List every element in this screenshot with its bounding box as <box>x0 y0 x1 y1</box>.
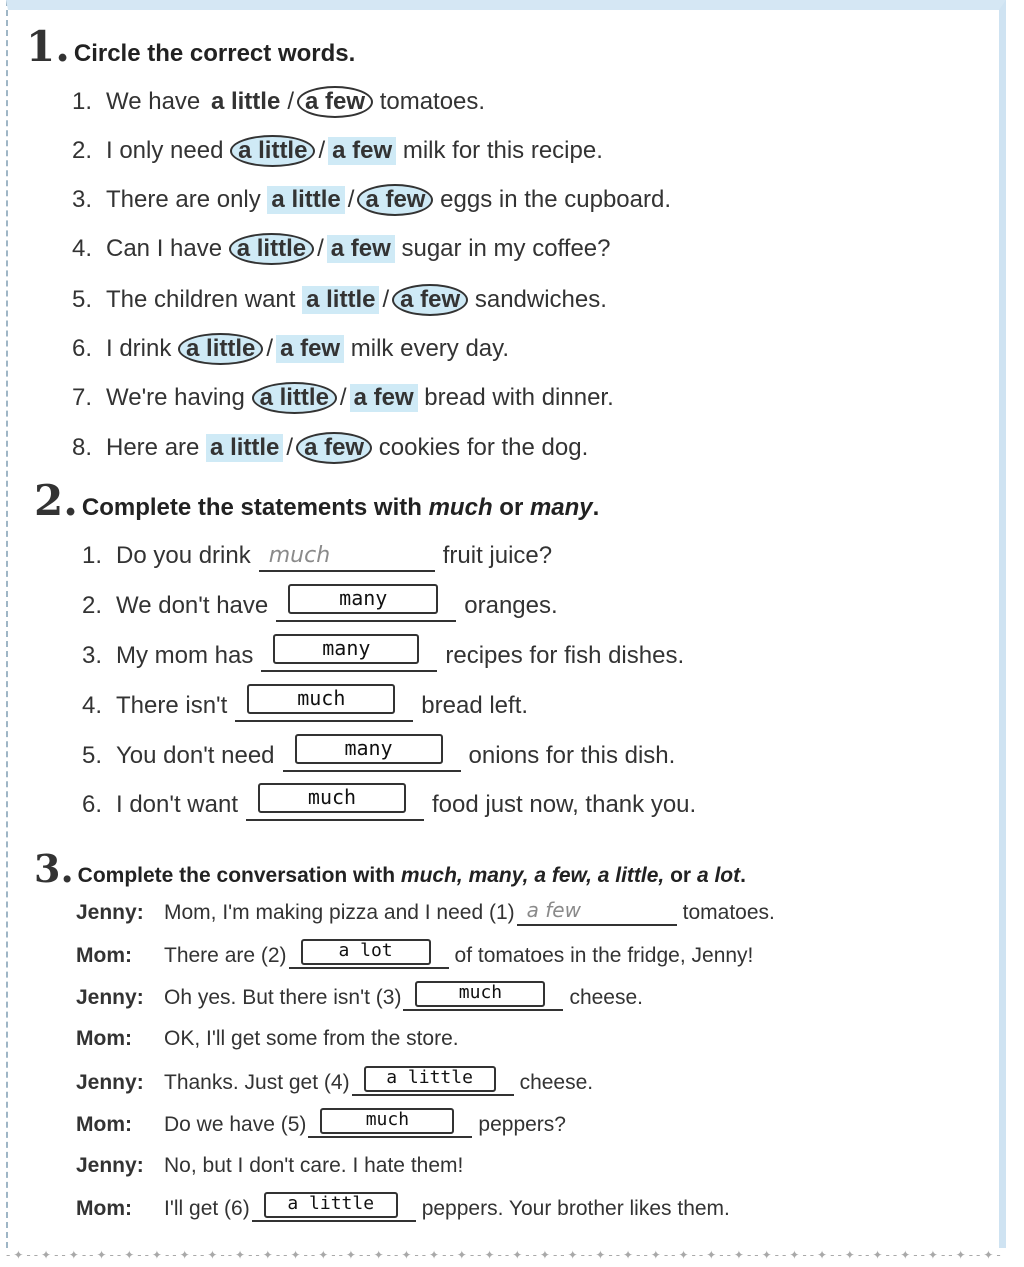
answer-blank[interactable] <box>261 636 437 672</box>
conv-line-3 <box>76 982 644 1011</box>
item-text: The children want <box>106 286 296 313</box>
answer-blank[interactable] <box>235 686 413 722</box>
item-text: Do you drink <box>116 542 251 569</box>
option-a-little-circled[interactable]: a little <box>230 135 315 167</box>
section-3-heading <box>34 846 746 891</box>
item-text: My mom has <box>116 642 254 669</box>
item-text-end: oranges. <box>464 592 558 619</box>
item-text: You don't need <box>116 742 275 769</box>
conv-line-7 <box>76 1154 463 1178</box>
s2-item-1 <box>82 540 552 572</box>
section-2-heading <box>34 476 599 525</box>
section-3-word-a-lot: a lot <box>696 864 741 887</box>
answer-box: much <box>320 1108 454 1134</box>
s1-item-1: 1. We have a little / a few tomatoes. <box>72 86 485 118</box>
line-text: No, but I don't care. I hate them! <box>164 1154 464 1177</box>
section-2-period: . <box>592 494 600 521</box>
s1-item-7: 7. We're having a little / a few bread with dinner. <box>72 382 614 414</box>
line-text-end: cheese. <box>569 986 644 1009</box>
conv-line-4 <box>76 1027 459 1051</box>
item-number: 5. <box>82 742 103 769</box>
section-2-number: 2. <box>34 476 78 525</box>
s1-item-8: 8. Here are a little / a few cookies for the dog. <box>72 432 588 464</box>
option-a-little-circled[interactable]: a little <box>252 382 337 414</box>
option-a-few-circled[interactable]: a few <box>296 432 372 464</box>
item-text: We don't have <box>116 592 269 619</box>
answer-box: much <box>415 981 545 1007</box>
item-number: 5. <box>72 286 93 313</box>
item-text-end: sugar in my coffee? <box>401 235 611 262</box>
answer-blank[interactable] <box>252 1193 416 1222</box>
option-a-little[interactable]: a little <box>206 434 283 462</box>
section-3-or: or <box>670 864 692 887</box>
option-a-little-circled[interactable]: a little <box>229 233 314 265</box>
item-number: 1. <box>72 88 93 115</box>
line-text: Do we have (5) <box>164 1113 307 1136</box>
item-text: There isn't <box>116 692 228 719</box>
section-2-title <box>82 494 599 522</box>
s1-item-4: 4. Can I have a little / a few sugar in my coffee? <box>72 233 611 265</box>
pencil-answer: much <box>268 543 331 568</box>
answer-blank[interactable] <box>352 1067 514 1096</box>
answer-blank[interactable] <box>517 900 677 926</box>
line-text: Thanks. Just get (4) <box>164 1071 350 1094</box>
answer-blank[interactable] <box>308 1109 472 1138</box>
answer-box: many <box>273 634 419 664</box>
s2-item-3 <box>82 636 685 672</box>
section-3-word-list: much, many, a few, a little, <box>400 864 665 887</box>
section-3-period: . <box>740 864 746 887</box>
decorative-border-bottom: -✦--✦--✦--✦--✦--✦--✦--✦--✦--✦--✦--✦--✦--✦--✦--✦--✦--✦--✦--✦--✦--✦--✦--✦--✦--✦--✦--✦--✦--✦--✦--✦--✦--✦--✦--✦- <box>6 1248 1004 1262</box>
speaker-label: Mom: <box>76 1113 132 1136</box>
item-text-end: onions for this dish. <box>468 742 676 769</box>
s1-item-3: 3. There are only a little / a few eggs in the cupboard. <box>72 184 671 216</box>
option-a-few[interactable]: a few <box>327 235 395 263</box>
section-2-word-much: much <box>428 494 493 521</box>
section-3-title <box>78 864 746 888</box>
answer-blank[interactable] <box>259 540 435 572</box>
line-text-end: peppers? <box>478 1113 566 1136</box>
answer-blank[interactable] <box>276 586 456 622</box>
item-number: 2. <box>82 592 103 619</box>
answer-box: many <box>295 734 443 764</box>
item-text-end: recipes for fish dishes. <box>445 642 685 669</box>
line-text: I'll get (6) <box>164 1197 250 1220</box>
line-text: There are (2) <box>164 944 287 967</box>
answer-blank[interactable] <box>289 940 449 969</box>
item-number: 1. <box>82 542 103 569</box>
option-a-little[interactable]: a little <box>267 186 344 214</box>
s1-item-5: 5. The children want a little / a few sandwiches. <box>72 284 607 316</box>
option-a-few[interactable]: a few <box>350 384 418 412</box>
option-a-little[interactable]: a little <box>302 286 379 314</box>
item-text: Can I have <box>106 235 223 262</box>
item-number: 4. <box>82 692 103 719</box>
answer-box: a little <box>264 1192 398 1218</box>
conv-line-6 <box>76 1109 566 1138</box>
line-text-end: of tomatoes in the fridge, Jenny! <box>454 944 754 967</box>
section-1-title: Circle the correct words. <box>73 40 356 67</box>
option-a-few-circled[interactable]: a few <box>357 184 433 216</box>
item-text-end: milk for this recipe. <box>402 137 603 164</box>
conv-line-2 <box>76 940 754 969</box>
s2-item-2 <box>82 586 558 622</box>
item-text-end: bread with dinner. <box>424 384 614 411</box>
answer-box: many <box>288 584 438 614</box>
s2-item-5 <box>82 736 676 772</box>
section-2-word-many: many <box>529 494 593 521</box>
answer-box: a little <box>364 1066 496 1092</box>
s2-item-4 <box>82 686 529 722</box>
item-text: Here are <box>106 434 200 461</box>
line-text-end: tomatoes. <box>682 901 775 924</box>
item-text-end: tomatoes. <box>379 88 486 115</box>
answer-box: much <box>247 684 395 714</box>
section-3-number: 3. <box>34 846 74 891</box>
speaker-label: Mom: <box>76 944 132 967</box>
option-a-little-circled[interactable]: a little <box>178 333 263 365</box>
speaker-label: Jenny: <box>76 1071 144 1094</box>
item-text-end: eggs in the cupboard. <box>440 186 671 213</box>
item-number: 6. <box>72 335 93 362</box>
option-a-little[interactable]: a little <box>210 88 281 115</box>
answer-blank[interactable] <box>283 736 461 772</box>
item-text: There are only <box>106 186 261 213</box>
item-number: 8. <box>72 434 93 461</box>
item-number: 7. <box>72 384 93 411</box>
item-number: 4. <box>72 235 93 262</box>
s1-item-6: 6. I drink a little / a few milk every day. <box>72 333 509 365</box>
item-text-end: bread left. <box>421 692 529 719</box>
line-text-end: peppers. Your brother likes them. <box>421 1197 730 1220</box>
item-text: I don't want <box>116 791 238 818</box>
speaker-label: Mom: <box>76 1197 132 1220</box>
line-text-end: cheese. <box>519 1071 594 1094</box>
item-number: 3. <box>72 186 93 213</box>
answer-box: a lot <box>301 939 431 965</box>
line-text: Oh yes. But there isn't (3) <box>164 986 402 1009</box>
conv-line-1 <box>76 900 775 926</box>
speaker-label: Jenny: <box>76 901 144 924</box>
item-number: 3. <box>82 642 103 669</box>
item-text-end: milk every day. <box>350 335 510 362</box>
section-2-title-text: Complete the statements with <box>81 494 422 521</box>
answer-blank[interactable] <box>246 785 424 821</box>
answer-blank[interactable] <box>403 982 563 1011</box>
speaker-label: Jenny: <box>76 986 144 1009</box>
item-text-end: sandwiches. <box>474 286 607 313</box>
option-a-few[interactable]: a few <box>328 137 396 165</box>
conv-line-8 <box>76 1193 730 1222</box>
item-text-end: cookies for the dog. <box>378 434 589 461</box>
speaker-label: Jenny: <box>76 1154 144 1177</box>
item-number: 2. <box>72 137 93 164</box>
item-text-end: food just now, thank you. <box>432 791 697 818</box>
speaker-label: Mom: <box>76 1027 132 1050</box>
section-1-heading <box>26 22 355 71</box>
s2-item-6 <box>82 785 697 821</box>
conv-line-5 <box>76 1067 594 1096</box>
line-text: OK, I'll get some from the store. <box>164 1027 459 1050</box>
item-text: I only need <box>106 137 224 164</box>
item-text-end: fruit juice? <box>442 542 553 569</box>
option-a-few-circled[interactable]: a few <box>392 284 468 316</box>
option-a-few-circled[interactable]: a few <box>297 86 373 118</box>
section-3-title-text: Complete the conversation with <box>77 864 396 887</box>
item-text: We have <box>106 88 201 115</box>
section-1-number: 1. <box>26 22 70 71</box>
s1-item-2: 2. I only need a little / a few milk for this recipe. <box>72 135 603 167</box>
pencil-answer: a few <box>526 898 581 922</box>
option-a-few[interactable]: a few <box>276 335 344 363</box>
item-text: We're having <box>106 384 245 411</box>
line-text: Mom, I'm making pizza and I need (1) <box>164 901 515 924</box>
answer-box: much <box>258 783 406 813</box>
item-number: 6. <box>82 791 103 818</box>
item-text: I drink <box>106 335 172 362</box>
section-2-or: or <box>499 494 524 521</box>
